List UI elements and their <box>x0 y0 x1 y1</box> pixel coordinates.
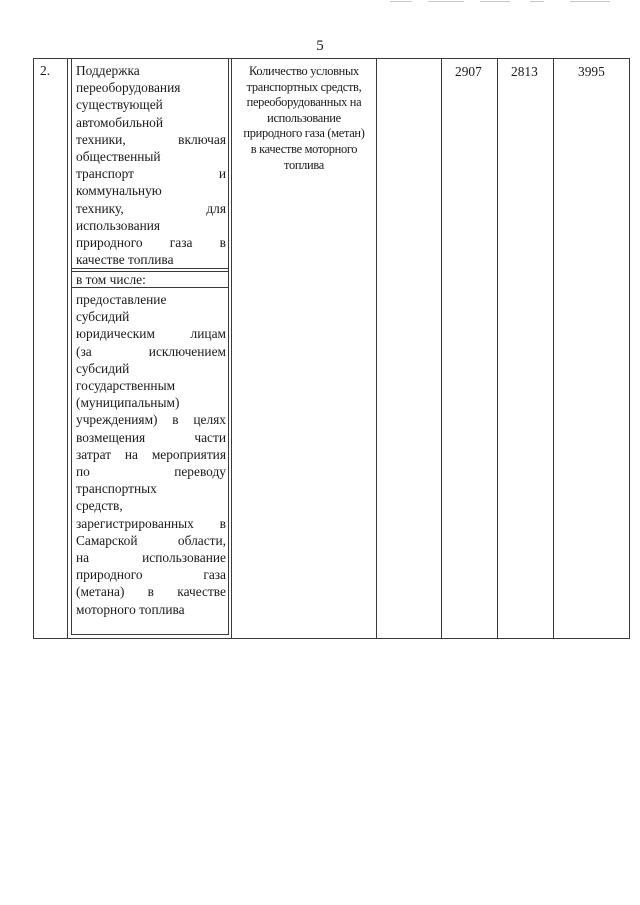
program-title <box>76 62 226 268</box>
subsidy-line: транспортных <box>76 481 157 497</box>
subsidy-line: затрат на мероприятия <box>76 446 226 462</box>
subsidy-line: природного газа <box>76 567 226 583</box>
subsidy-line: (за исключением <box>76 343 226 359</box>
title-line: переоборудования <box>76 80 181 96</box>
title-line: техники, включая <box>76 131 226 147</box>
value-year-3: 3995 <box>578 64 605 79</box>
title-line: существующей <box>76 97 163 113</box>
indicator-line: транспортных средств, <box>246 79 362 94</box>
subsidy-line: государственным <box>76 378 176 394</box>
title-line: транспорт и <box>76 166 226 182</box>
subsidy-description <box>76 291 226 618</box>
title-line: автомобильной <box>76 114 164 130</box>
title-line: использования <box>76 217 161 233</box>
indicator-line: топлива <box>284 157 324 172</box>
subsidy-line: (метана) в качестве <box>76 584 226 600</box>
subsidy-line: Самарской области, <box>76 532 226 548</box>
indicator-line: использование <box>267 110 341 125</box>
title-line: Поддержка <box>76 63 140 78</box>
indicator-line: в качестве моторного <box>250 141 358 156</box>
subsidy-line: учреждениям) в целях <box>76 412 226 428</box>
subsidy-line: юридическим лицам <box>76 326 226 342</box>
subsidy-line: возмещения части <box>76 429 226 445</box>
indicator-description <box>234 64 374 173</box>
indicator-line: природного газа (метан) <box>243 126 365 141</box>
value-year-1: 2907 <box>455 64 482 79</box>
subsidy-line: зарегистрированных в <box>76 515 226 531</box>
title-line: природного газа в <box>76 235 226 251</box>
subsidy-line: (муниципальным) <box>76 395 180 411</box>
including-label: в том числе: <box>76 272 146 287</box>
subsidy-line: субсидий <box>76 360 130 376</box>
title-line: качестве топлива <box>76 252 174 268</box>
indicator-line: переоборудованных на <box>246 95 362 110</box>
value-year-2: 2813 <box>511 64 538 79</box>
title-line: технику, для <box>76 200 226 216</box>
subsidy-line: по переводу <box>76 464 226 480</box>
subsidy-line: предоставление <box>76 292 167 307</box>
title-line: коммунальную <box>76 183 162 199</box>
row-index: 2. <box>40 63 51 78</box>
indicator-line: Количество условных <box>249 64 359 78</box>
subsidy-line: средств, <box>76 498 123 514</box>
title-line: общественный <box>76 149 161 165</box>
subsidy-line: субсидий <box>76 309 130 325</box>
page-number: 5 <box>316 38 324 54</box>
subsidy-line: на использование <box>76 550 226 566</box>
subsidy-line: моторного топлива <box>76 601 185 617</box>
